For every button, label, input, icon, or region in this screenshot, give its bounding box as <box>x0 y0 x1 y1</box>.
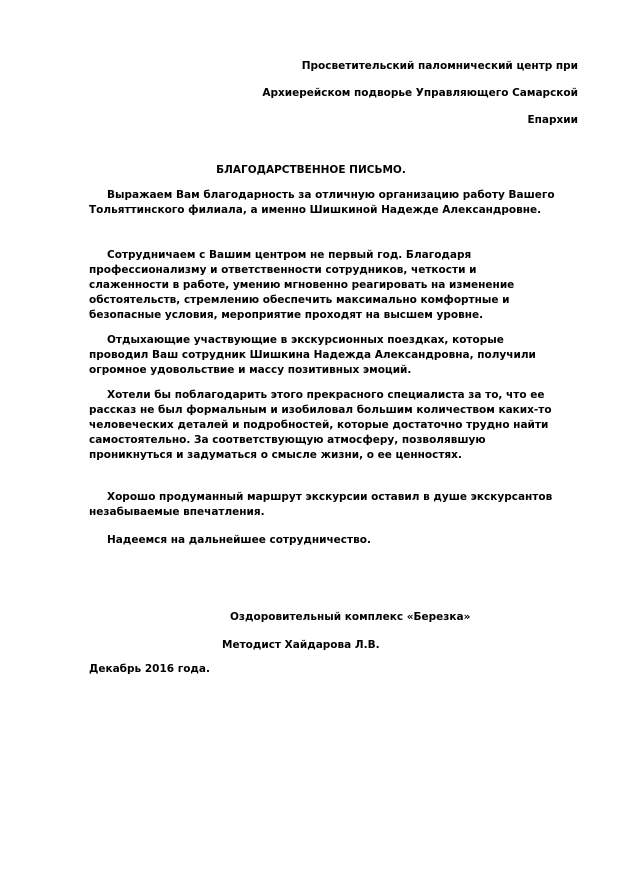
paragraph-5: Хорошо продуманный маршрут экскурсии оставил в душе экскурсантов незабываемые впечатления. <box>89 491 553 518</box>
header-line-3: Епархии <box>527 114 578 126</box>
signature-methodist: Методист Хайдарова Л.В. <box>222 639 380 651</box>
paragraph-4: Хотели бы поблагодарить этого прекрасного специалиста за то, что ее рассказ не был формальным и изобиловал большим количеством каких-то человеческих деталей и подробностей, которые достаточно трудно найти самостоятельно. За соответствующую атмосферу, позволявшую проникнуться и задуматься о смысле жизни, о ее ценностях. <box>89 389 552 461</box>
paragraph-6: Надеемся на дальнейшее сотрудничество. <box>107 534 371 546</box>
paragraph-1: Выражаем Вам благодарность за отличную организацию работу Вашего Тольяттинского филиала, а именно Шишкиной Надежде Александровне. <box>89 189 555 216</box>
paragraph-2: Сотрудничаем с Вашим центром не первый год. Благодаря профессионализму и ответственности сотрудников, четкости и слаженности в работе, умению мгновенно реагировать на изменение обстоятельств, стремлению обеспечить максимально комфортные и безопасные условия, мероприятие проходят на высшем уровне. <box>89 249 515 321</box>
letter-date: Декабрь 2016 года. <box>89 663 210 675</box>
letter-title: БЛАГОДАРСТВЕННОЕ ПИСЬМО. <box>216 164 406 176</box>
signature-organization: Оздоровительный комплекс «Березка» <box>230 611 471 623</box>
header-line-1: Просветительский паломнический центр при <box>301 60 578 72</box>
paragraph-3: Отдыхающие участвующие в экскурсионных поездках, которые проводил Ваш сотрудник Шишкина Надежда Александровна, получили огромное удовольствие и массу позитивных эмоций. <box>89 334 536 376</box>
header-line-2: Архиерейском подворье Управляющего Самарской <box>262 87 578 99</box>
